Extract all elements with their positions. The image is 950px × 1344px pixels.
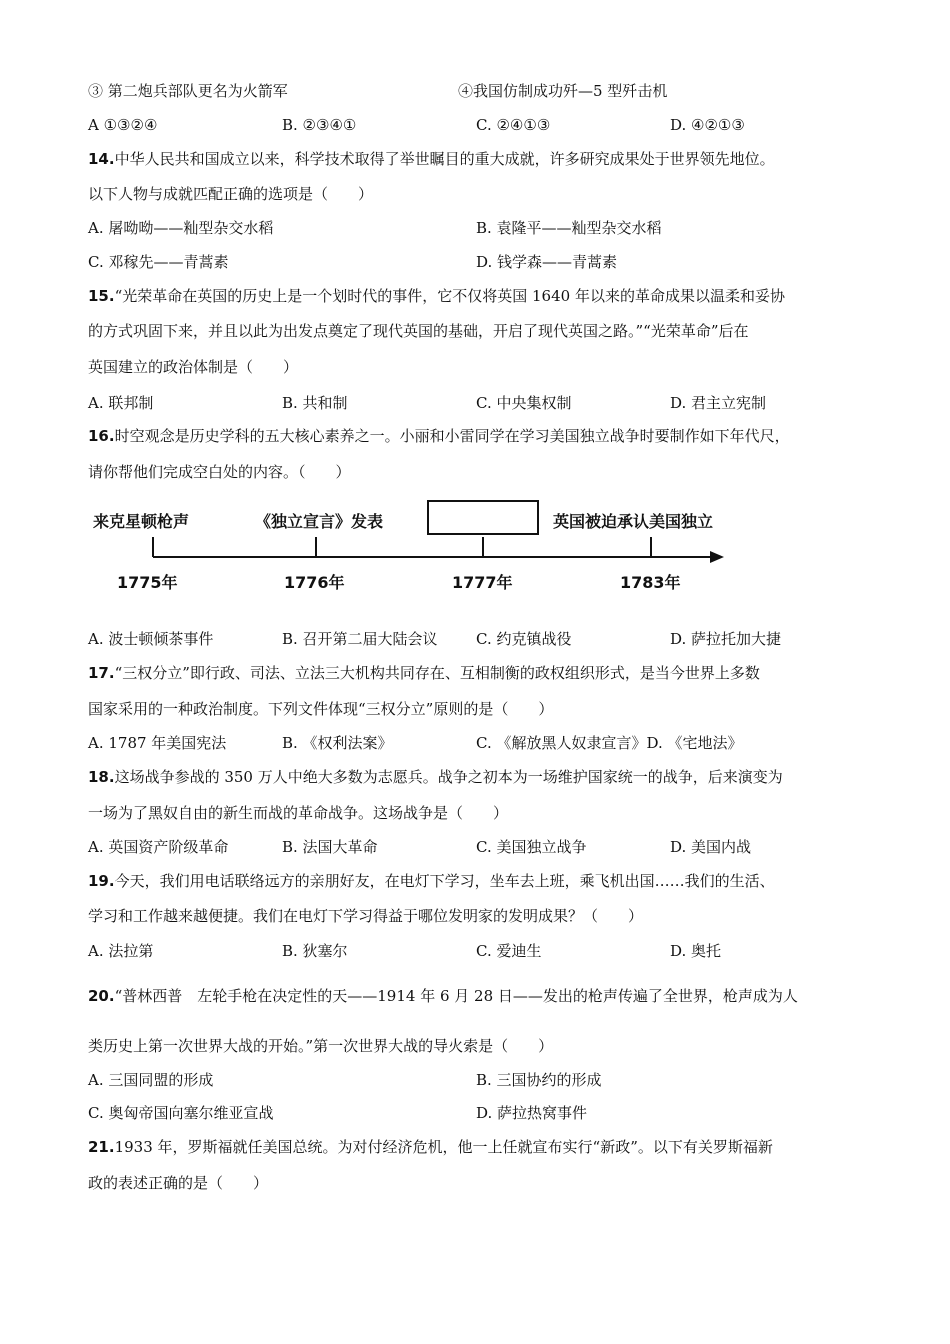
q18-stem-text-1: 这场战争参战的 350 万人中绝大多数为志愿兵。战争之初本为一场维护国家统一的战争，后来演变为 bbox=[114, 768, 783, 786]
q19-option-d: D. 奥托 bbox=[670, 942, 722, 960]
timeline-year-1776: 1776年 bbox=[284, 573, 345, 592]
q20-stem-text-1: “普林西普 左轮手枪在决定性的天——1914 年 6 月 28 日——发出的枪声传遍了全世界，枪声成为人 bbox=[114, 987, 798, 1005]
q14-option-a: A. 屠呦呦——籼型杂交水稻 bbox=[88, 219, 274, 237]
q20-option-a: A. 三国同盟的形成 bbox=[88, 1071, 214, 1089]
q19-option-b: B. 狄塞尔 bbox=[282, 942, 348, 960]
q21-stem-text-1: 1933 年，罗斯福就任美国总统。为对付经济危机，他一上任就宣布实行“新政”。以下有关罗斯福新 bbox=[114, 1138, 773, 1156]
timeline-blank-box bbox=[428, 501, 538, 534]
q13-option-d: D. ④②①③ bbox=[670, 116, 745, 134]
q13-statement-4: ④我国仿制成功歼—5 型歼击机 bbox=[458, 82, 668, 100]
q19-option-c: C. 爱迪生 bbox=[476, 942, 542, 960]
q14-stem-text-1: 中华人民共和国成立以来，科学技术取得了举世瞩目的重大成就，许多研究成果处于世界领先地位。 bbox=[114, 150, 775, 168]
timeline-year-1777: 1777年 bbox=[452, 573, 513, 592]
q15-stem-line-1 bbox=[88, 286, 785, 306]
q13-option-a: A ①③②④ bbox=[88, 116, 158, 134]
q18-option-a: A. 英国资产阶级革命 bbox=[88, 838, 229, 856]
q15-option-d: D. 君主立宪制 bbox=[670, 394, 767, 412]
q20-stem-line-1 bbox=[88, 986, 798, 1006]
q15-option-a: A. 联邦制 bbox=[88, 394, 154, 412]
q18-number: 18. bbox=[88, 768, 115, 786]
timeline-event-lexington: 来克星顿枪声 bbox=[93, 512, 190, 531]
q18-option-d: D. 美国内战 bbox=[670, 838, 752, 856]
q15-option-b: B. 共和制 bbox=[282, 394, 348, 412]
q14-option-b: B. 袁隆平——籼型杂交水稻 bbox=[476, 219, 662, 237]
q19-option-a: A. 法拉第 bbox=[88, 942, 154, 960]
q20-option-d: D. 萨拉热窝事件 bbox=[476, 1104, 588, 1122]
q18-option-c: C. 美国独立战争 bbox=[476, 838, 587, 856]
q21-stem-line-2: 政的表述正确的是（ ） bbox=[88, 1174, 269, 1192]
q16-option-c: C. 约克镇战役 bbox=[476, 630, 572, 648]
q13-option-b: B. ②③④① bbox=[282, 116, 357, 134]
q14-stem-line-2: 以下人物与成就匹配正确的选项是（ ） bbox=[88, 185, 374, 203]
timeline-arrow-head bbox=[710, 551, 724, 563]
timeline-year-1783: 1783年 bbox=[620, 573, 681, 592]
q19-stem-text-1: 今天，我们用电话联络远方的亲朋好友，在电灯下学习，坐车去上班，乘飞机出国……我们的生活、 bbox=[114, 872, 775, 890]
q16-stem-line-1 bbox=[88, 426, 790, 446]
q16-number: 16. bbox=[88, 427, 115, 445]
q14-option-d: D. 钱学森——青蒿素 bbox=[476, 253, 618, 271]
q19-number: 19. bbox=[88, 872, 115, 890]
q15-stem-text-1: “光荣革命在英国的历史上是一个划时代的事件，它不仅将英国 1640 年以来的革命成果以温柔和妥协 bbox=[114, 287, 785, 305]
q17-option-b: B. 《权利法案》 bbox=[282, 734, 393, 752]
q16-stem-text-1: 时空观念是历史学科的五大核心素养之一。小丽和小雷同学在学习美国独立战争时要制作如下年代尺， bbox=[114, 427, 790, 445]
q19-stem-line-1 bbox=[88, 871, 775, 891]
q17-stem-line-1 bbox=[88, 663, 760, 683]
q15-stem-line-3: 英国建立的政治体制是（ ） bbox=[88, 358, 299, 376]
q20-option-c: C. 奥匈帝国向塞尔维亚宣战 bbox=[88, 1104, 274, 1122]
q20-option-b: B. 三国协约的形成 bbox=[476, 1071, 602, 1089]
q16-option-b: B. 召开第二届大陆会议 bbox=[282, 630, 438, 648]
q20-number: 20. bbox=[88, 987, 115, 1005]
q17-option-a: A. 1787 年美国宪法 bbox=[88, 734, 227, 752]
q18-stem-line-1 bbox=[88, 767, 783, 787]
q19-stem-line-2: 学习和工作越来越便捷。我们在电灯下学习得益于哪位发明家的发明成果？（ ） bbox=[88, 907, 644, 925]
q17-option-c-d: C. 《解放黑人奴隶宣言》D. 《宅地法》 bbox=[476, 734, 743, 752]
q13-option-c: C. ②④①③ bbox=[476, 116, 551, 134]
q18-stem-line-2: 一场为了黑奴自由的新生而战的革命战争。这场战争是（ ） bbox=[88, 804, 509, 822]
q18-option-b: B. 法国大革命 bbox=[282, 838, 378, 856]
timeline-year-1775: 1775年 bbox=[117, 573, 178, 592]
q15-stem-line-2: 的方式巩固下来，并且以此为出发点奠定了现代英国的基础，开启了现代英国之路。”“光荣革命”后在 bbox=[88, 322, 749, 340]
q14-option-c: C. 邓稼先——青蒿素 bbox=[88, 253, 229, 271]
q17-stem-text-1: “三权分立”即行政、司法、立法三大机构共同存在、互相制衡的政权组织形式，是当今世界上多数 bbox=[114, 664, 760, 682]
q17-stem-line-2: 国家采用的一种政治制度。下列文件体现“三权分立”原则的是（ ） bbox=[88, 700, 554, 718]
q17-number: 17. bbox=[88, 664, 115, 682]
q21-number: 21. bbox=[88, 1138, 115, 1156]
timeline-event-declaration: 《独立宣言》发表 bbox=[255, 512, 384, 531]
q16-option-d: D. 萨拉托加大捷 bbox=[670, 630, 782, 648]
q15-option-c: C. 中央集权制 bbox=[476, 394, 572, 412]
q16-option-a: A. 波士顿倾茶事件 bbox=[88, 630, 214, 648]
q20-stem-line-2: 类历史上第一次世界大战的开始。”第一次世界大战的导火索是（ ） bbox=[88, 1037, 554, 1055]
q13-statement-3: ③ 第二炮兵部队更名为火箭军 bbox=[88, 82, 288, 100]
q14-stem-line-1 bbox=[88, 149, 775, 169]
q14-number: 14. bbox=[88, 150, 115, 168]
timeline-event-recognition: 英国被迫承认美国独立 bbox=[553, 512, 714, 531]
q21-stem-line-1 bbox=[88, 1137, 773, 1157]
q15-number: 15. bbox=[88, 287, 115, 305]
q16-stem-line-2: 请你帮他们完成空白处的内容。（ ） bbox=[88, 463, 351, 481]
